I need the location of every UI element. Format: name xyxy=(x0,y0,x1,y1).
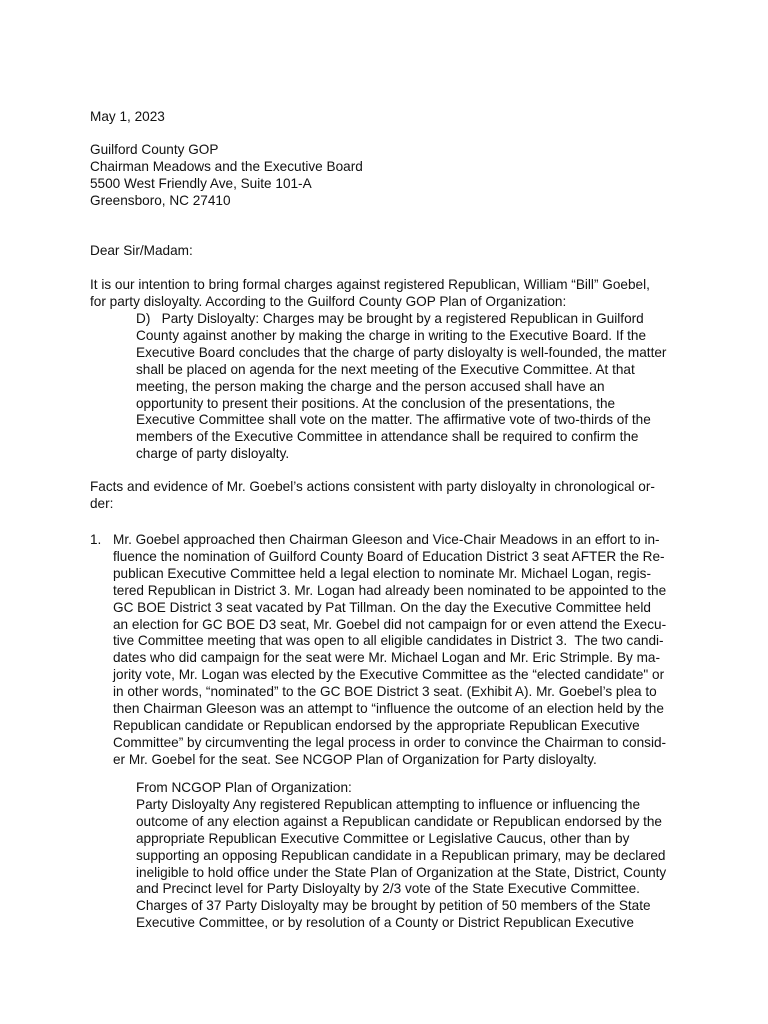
text-line: publican Executive Committee held a legal election to nominate Mr. Michael Logan, regis- xyxy=(113,565,651,581)
text-line: Party Disloyalty Any registered Republican attempting to influence or influencing the xyxy=(136,796,641,812)
text-line: er Mr. Goebel for the seat. See NCGOP Plan of Organization for Party disloyalty. xyxy=(113,751,597,767)
text-line: County against another by making the charge in writing to the Executive Board. If the xyxy=(136,327,647,343)
text-line: It is our intention to bring formal charges against registered Republican, William “Bill” Goebel, xyxy=(90,277,650,292)
text-line: Mr. Goebel approached then Chairman Gleeson and Vice-Chair Meadows in an effort to in- xyxy=(113,532,660,547)
address-line: 5500 West Friendly Ave, Suite 101-A xyxy=(90,175,312,191)
text-line: fluence the nomination of Guilford County Board of Education District 3 seat AFTER the Re- xyxy=(113,548,665,564)
ncgop-quote xyxy=(136,780,688,932)
text-line: tered Republican in District 3. Mr. Logan had already been nominated to be appointed to the xyxy=(113,582,667,598)
facts-intro xyxy=(90,479,680,513)
text-line: der: xyxy=(90,495,114,511)
plan-quote xyxy=(136,311,688,463)
text-line: Executive Committee, or by resolution of a County or District Republican Executive xyxy=(136,915,634,931)
text-line: shall be placed on agenda for the next meeting of the Executive Committee. At that xyxy=(136,361,635,377)
text-line: outcome of any election against a Republican candidate or Republican endorsed by the xyxy=(136,813,662,829)
address-line: Greensboro, NC 27410 xyxy=(90,192,231,208)
text-line: appropriate Republican Executive Committee or Legislative Caucus, other than by xyxy=(136,830,630,846)
text-line: then Chairman Gleeson was an attempt to “influence the outcome of an election held by the xyxy=(113,701,664,717)
text-line: Charges of 37 Party Disloyalty may be brought by petition of 50 members of the State xyxy=(136,898,651,914)
quote-heading: From NCGOP Plan of Organization: xyxy=(136,780,352,795)
text-line: Executive Board concludes that the charge of party disloyalty is well-founded, the matter xyxy=(136,344,667,360)
date-text: May 1, 2023 xyxy=(90,109,165,124)
text-line: Executive Committee shall vote on the matter. The affirmative vote of two-thirds of the xyxy=(136,412,651,428)
text-line: D) Party Disloyalty: Charges may be brought by a registered Republican in Guilford xyxy=(136,311,644,326)
intro-paragraph xyxy=(90,277,680,311)
text-line: in other words, “nominated” to the GC BOE District 3 seat. (Exhibit A). Mr. Goebel’s plea to xyxy=(113,684,657,700)
text-line: Facts and evidence of Mr. Goebel’s actions consistent with party disloyalty in chronological or- xyxy=(90,479,655,494)
list-item xyxy=(113,532,688,769)
text-line: an election for GC BOE D3 seat, Mr. Goebel did not campaign for or even attend the Execu- xyxy=(113,616,667,632)
text-line: members of the Executive Committee in attendance shall be required to confirm the xyxy=(136,429,639,445)
text-line: GC BOE District 3 seat vacated by Pat Tillman. On the day the Executive Committee held xyxy=(113,599,651,615)
recipient-address xyxy=(90,142,680,210)
letter-date xyxy=(90,109,680,126)
address-line: Chairman Meadows and the Executive Board xyxy=(90,158,363,174)
text-line: ineligible to hold office under the State Plan of Organization at the State, District, County xyxy=(136,864,667,880)
text-line: Republican candidate or Republican endorsed by the appropriate Republican Executive xyxy=(113,717,640,733)
salutation xyxy=(90,243,680,260)
address-line: Guilford County GOP xyxy=(90,142,219,157)
text-line: tive Committee meeting that was open to all eligible candidates in District 3. The two candi- xyxy=(113,633,664,649)
text-line: for party disloyalty. According to the Guilford County GOP Plan of Organization: xyxy=(90,293,567,309)
text-line: and Precinct level for Party Disloyalty by 2/3 vote of the State Executive Committee. xyxy=(136,881,640,897)
text-line: Committee” by circumventing the legal process in order to convince the Chairman to consid- xyxy=(113,734,667,750)
text-line: opportunity to present their positions. At the conclusion of the presentations, the xyxy=(136,395,616,411)
text-line: supporting an opposing Republican candidate in a Republican primary, may be declared xyxy=(136,847,666,863)
text-line: jority vote, Mr. Logan was elected by the Executive Committee as the “elected candidate" or xyxy=(113,667,665,683)
list-number: 1. xyxy=(90,532,102,547)
salutation-text: Dear Sir/Madam: xyxy=(90,243,193,258)
text-line: charge of party disloyalty. xyxy=(136,446,290,462)
text-line: dates who did campaign for the seat were Mr. Michael Logan and Mr. Eric Strimple. By ma- xyxy=(113,650,661,666)
text-line: meeting, the person making the charge and the person accused shall have an xyxy=(136,378,605,394)
